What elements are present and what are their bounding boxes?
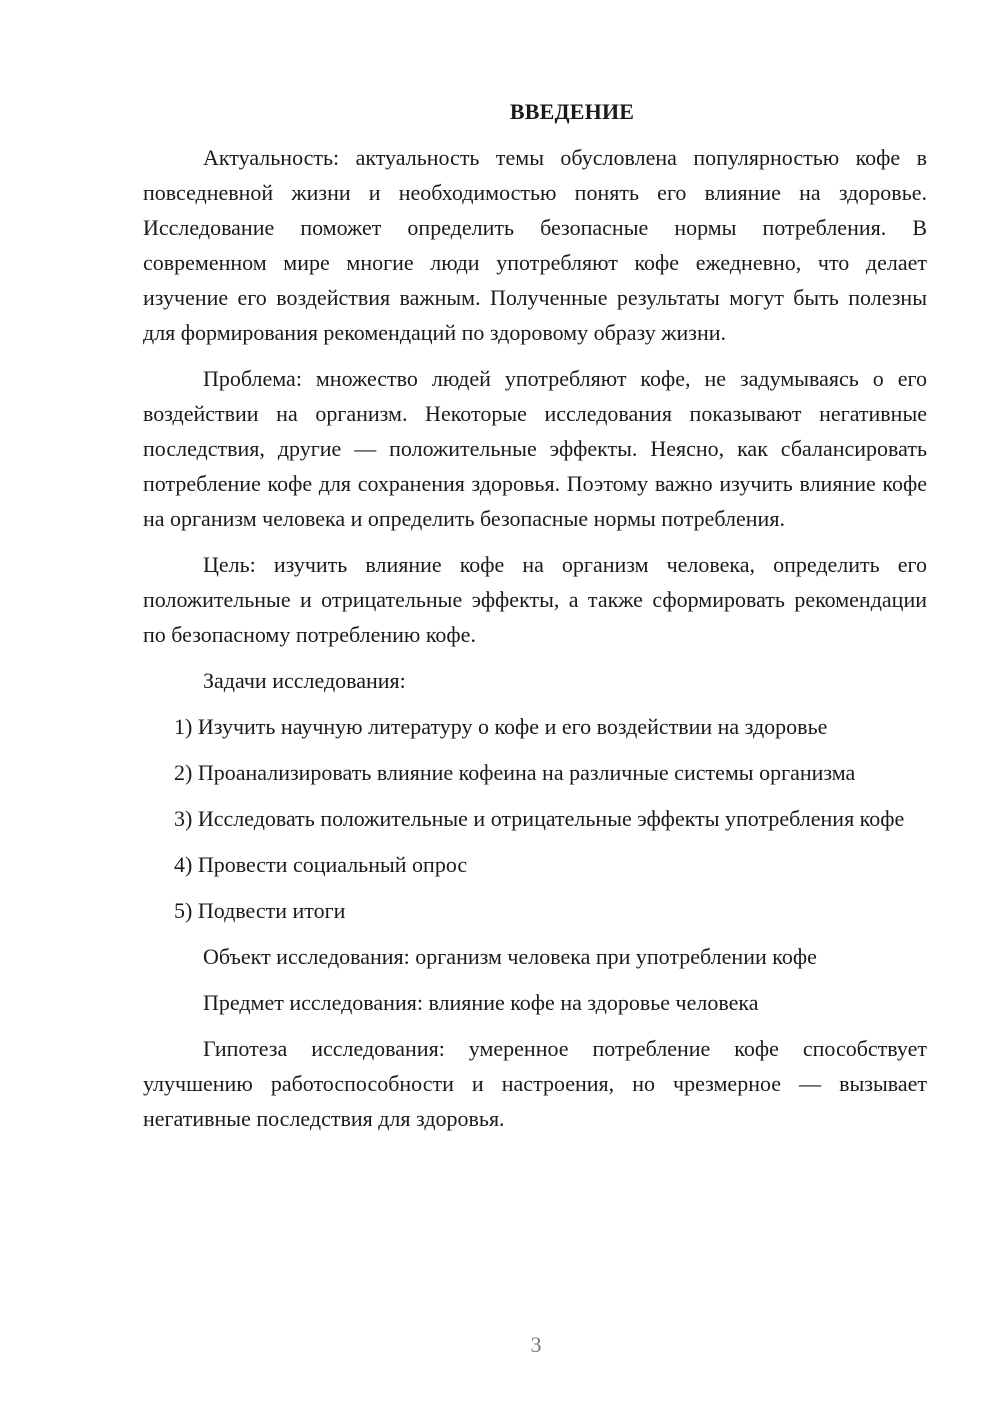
task-item-3: 3) Исследовать положительные и отрицательные эффекты употребления кофе: [174, 806, 905, 831]
page-number: 3: [530, 1332, 542, 1357]
task-item-1: 1) Изучить научную литературу о кофе и его воздействии на здоровье: [174, 714, 828, 739]
page-title: ВВЕДЕНИЕ: [509, 99, 635, 124]
task-item-2: 2) Проанализировать влияние кофеина на различные системы организма: [174, 760, 856, 785]
page-content: [143, 94, 927, 1147]
research-hypothesis: Гипотеза исследования: умеренное потребление кофе способствует улучшению работоспособности и настроения, но чрезмерное — вызывает негативные последствия для здоровья.: [143, 1036, 927, 1131]
tasks-heading: Задачи исследования:: [203, 668, 406, 693]
task-item-5: 5) Подвести итоги: [174, 898, 346, 923]
goal-paragraph: Цель: изучить влияние кофе на организм человека, определить его положительные и отрицательные эффекты, а также сформировать рекомендации по безопасному потреблению кофе.: [143, 552, 927, 647]
relevance-paragraph: Актуальность: актуальность темы обусловлена популярностью кофе в повседневной жизни и необходимостью понять его влияние на здоровье. Исследование поможет определить безопасные нормы потребления. В современном мире многие люди употребляют кофе ежедневно, что делает изучение его воздействия важным. Полученные результаты могут быть полезны для формирования рекомендаций по здоровому образу жизни.: [143, 145, 927, 345]
research-subject: Предмет исследования: влияние кофе на здоровье человека: [203, 990, 759, 1015]
research-object: Объект исследования: организм человека при употреблении кофе: [203, 944, 817, 969]
problem-paragraph: Проблема: множество людей употребляют кофе, не задумываясь о его воздействии на организм. Некоторые исследования показывают негативные последствия, другие — положительные эффекты. Неясно, как сбалансировать потребление кофе для сохранения здоровья. Поэтому важно изучить влияние кофе на организм человека и определить безопасные нормы потребления.: [143, 366, 927, 531]
task-item-4: 4) Провести социальный опрос: [174, 852, 468, 877]
